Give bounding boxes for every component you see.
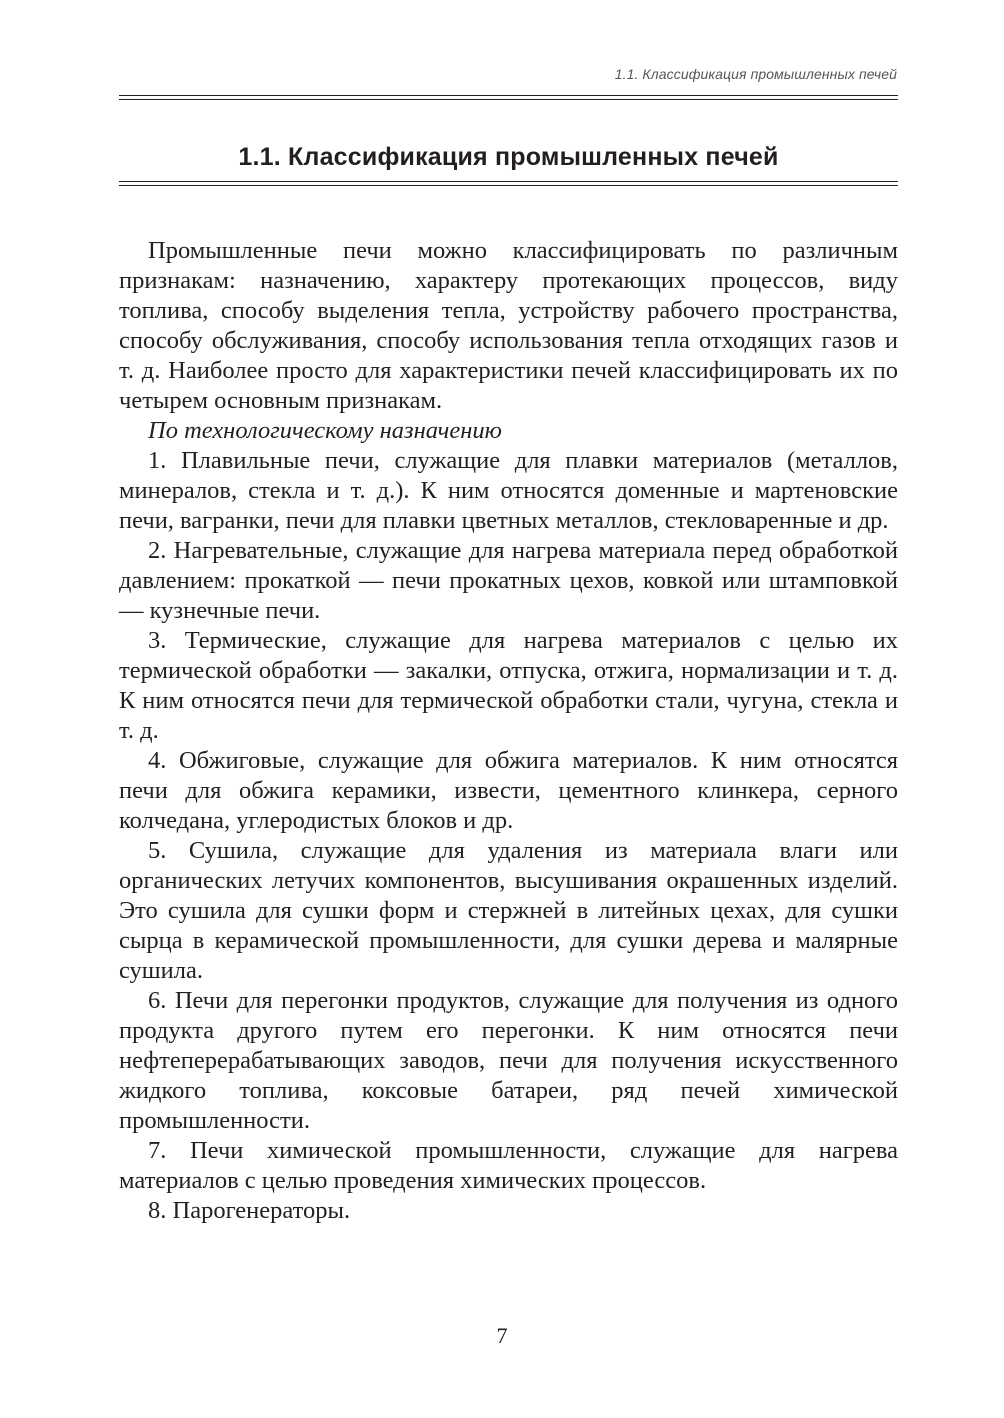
body-text bbox=[119, 236, 898, 1226]
list-item: 2. Нагревательные, служащие для нагрева материала перед обработкой давлением: прокаткой — печи прокатных цехов, ковкой или штамповкой — кузнечные печи. bbox=[119, 537, 898, 624]
running-head: 1.1. Классификация промышленных печей bbox=[614, 66, 897, 82]
list-item: 6. Печи для перегонки продуктов, служащие для получения из одного продукта другого путем его перегонки. К ним относятся печи нефтеперерабатывающих заводов, печи для получения искусственного жидкого топлива, коксовые батареи, ряд печей химической промышленности. bbox=[119, 987, 898, 1134]
list-item: 3. Термические, служащие для нагрева материалов с целью их термической обработки — закалки, отпуска, отжига, нормализации и т. д. К ним относятся печи для термической обработки стали, чугуна, стекла и т. д. bbox=[119, 627, 898, 744]
header-rule bbox=[119, 95, 898, 100]
intro-paragraph: Промышленные печи можно классифицировать по различным признакам: назначению, характеру протекающих процессов, виду топлива, способу выделения тепла, устройству рабочего пространства, способу обслуживания, способу использования тепла отходящих газов и т. д. Наиболее просто для характеристики печей классифицировать их по четырем основным признакам. bbox=[119, 237, 898, 414]
list-item: 7. Печи химической промышленности, служащие для нагрева материалов с целью проведения химических процессов. bbox=[119, 1137, 898, 1194]
title-rule bbox=[119, 181, 898, 186]
list-item: 8. Парогенераторы. bbox=[148, 1197, 351, 1224]
subheading: По технологическому назначению bbox=[148, 417, 502, 444]
list-item: 1. Плавильные печи, служащие для плавки материалов (металлов, минералов, стекла и т. д.). К ним относятся доменные и мартеновские печи, вагранки, печи для плавки цветных металлов, стекловаренные и др. bbox=[119, 447, 898, 534]
list-item: 4. Обжиговые, служащие для обжига материалов. К ним относятся печи для обжига керамики, извести, цементного клинкера, серного колчедана, углеродистых блоков и др. bbox=[119, 747, 898, 834]
section-title: 1.1. Классификация промышленных печей bbox=[238, 143, 779, 171]
page-number: 7 bbox=[496, 1323, 508, 1348]
list-item: 5. Сушила, служащие для удаления из материала влаги или органических летучих компонентов, высушивания окрашенных изделий. Это сушила для сушки форм и стержней в литейных цехах, для сушки сырца в керамической промышленности, для сушки дерева и малярные сушила. bbox=[119, 837, 898, 984]
